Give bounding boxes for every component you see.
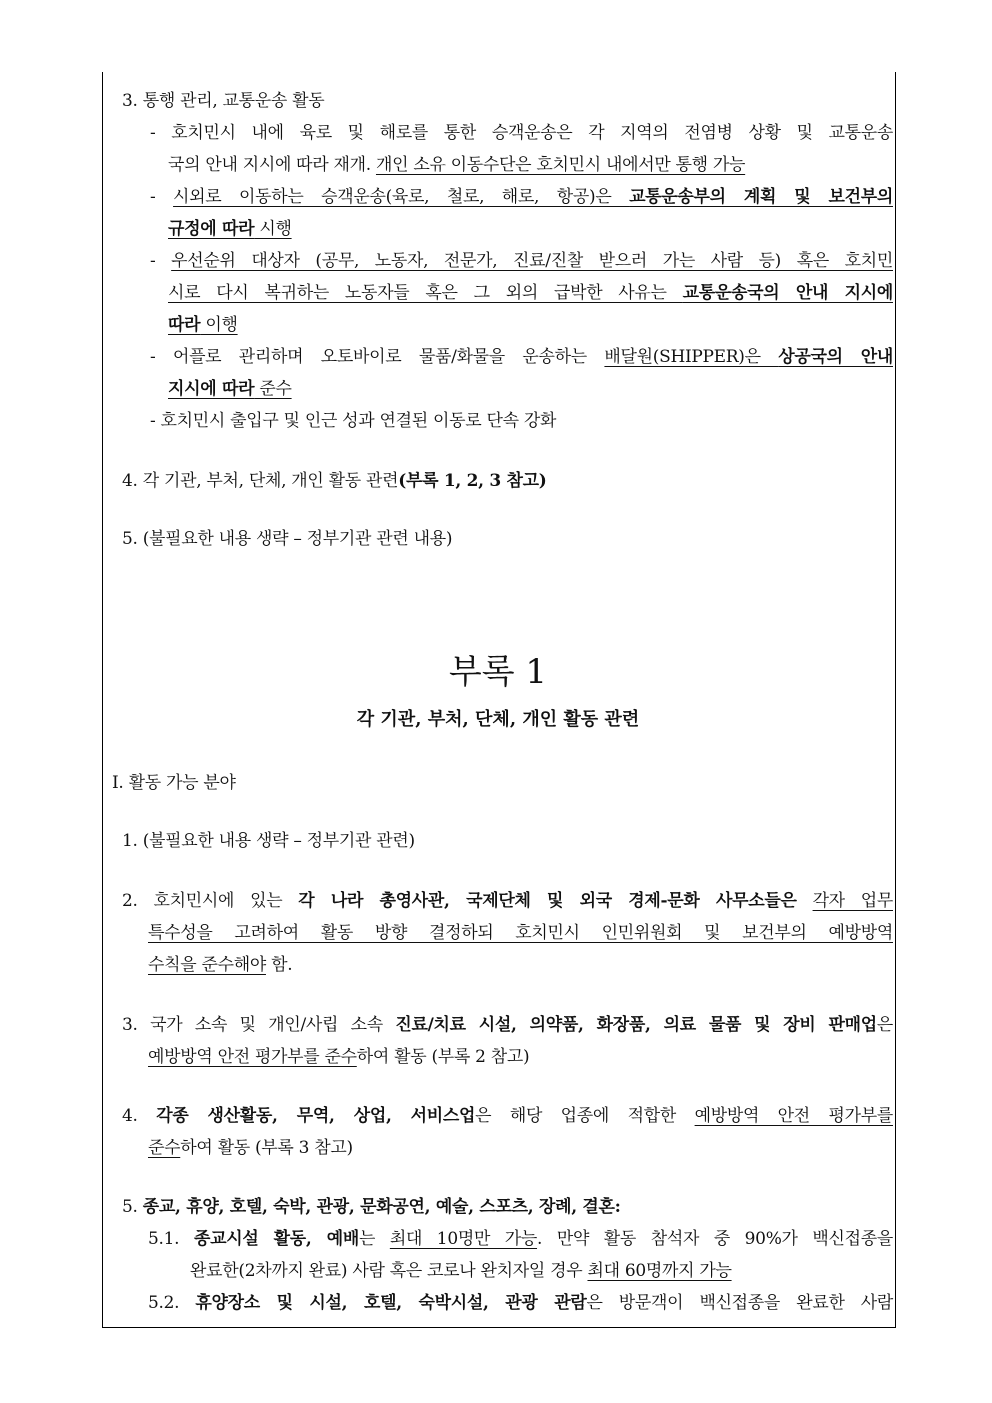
text-run: 국의 안내 지시에 따라 재개. [168,155,376,175]
text-run: 는 [359,1229,390,1249]
text-run: - 어플로 관리하며 오토바이로 물품/화물을 운송하는 [150,347,605,367]
appendix-item-line [148,1046,648,1068]
text-run: 은 [876,1015,893,1035]
text-run: 하여 활동 (부록 3 참고) [180,1138,353,1158]
text-run: 각종 생산활동, 무역, 상업, 서비스업 [156,1106,476,1126]
text-run: 예방방역 안전 평가부를 준수 [148,1047,357,1067]
text-run: - [150,251,172,271]
text-run: 최대 10명만 가능 [389,1229,538,1249]
text-run: 준수 [254,379,292,399]
text-run: 은 해당 업종에 적합한 [475,1106,695,1126]
bullet-line [150,186,893,208]
appendix-title: 부록 1 [448,652,548,692]
appendix-item-line [122,1014,893,1036]
text-run: 진료/치료 시설, 의약품, 화장품, 의료 물품 및 장비 판매업 [395,1015,877,1035]
text-run: 하여 활동 (부록 2 참고) [356,1047,530,1067]
bullet-line [150,122,893,144]
appendix-item-line [148,1228,893,1250]
text-run: 이행 [200,315,238,335]
bullet-line [168,314,288,336]
bullet-line [168,282,893,304]
bullet-line [150,410,750,432]
section-4-item [122,470,547,492]
text-run: 4. 각 기관, 부처, 단체, 개인 활동 관련 [122,471,399,491]
part-heading: I. 활동 가능 분야 [112,773,236,793]
text-run: 5. [122,1197,143,1217]
text-run: 교통운송국의 안내 지시에 [682,283,893,303]
text-run: 따라 [168,315,201,335]
bullet-line [150,250,893,272]
text-run: 수칙을 준수해야 [148,955,266,975]
text-run: 1. (불필요한 내용 생략 – 정부기관 관련) [122,831,415,851]
bullet-line [168,218,368,240]
text-run: 시외로 이동하는 승객운송(육로, 철로, 해로, 항공)은 [173,187,630,207]
text-run: 특수성을 고려하여 활동 방향 결정하되 호치민시 인민위원회 및 보건부의 예방방역 [148,923,893,943]
text-run: 휴양장소 및 시설, 호텔, 숙박시설, 관광 관람 [195,1293,587,1313]
appendix-item-line [190,1260,830,1282]
text-run: 지시에 따라 [168,379,255,399]
bullet-line [168,378,368,400]
text-run: 상공국의 안내 [778,347,893,367]
text-run: 배달원(SHIPPER)은 [604,347,779,367]
text-run: 준수 [148,1138,181,1158]
text-run: 4. [122,1106,157,1126]
text-run: 종교시설 활동, 예배 [193,1229,359,1249]
text-run: 함. [265,955,293,975]
appendix-item-line [148,1292,893,1314]
bullet-line [168,154,858,176]
text-run: 은 방문객이 백신접종을 완료한 사람 [586,1293,894,1313]
appendix-subtitle: 각 기관, 부처, 단체, 개인 활동 관련 [356,709,640,730]
appendix-item-line [148,954,398,976]
text-run: 시로 다시 복귀하는 노동자들 혹은 그 외의 급박한 사유는 [168,283,683,303]
text-run: . 만약 활동 참석자 중 90%가 백신접종을 [537,1229,893,1249]
bullet-line [150,346,893,368]
text-run: - 호치민시 출입구 및 인근 성과 연결된 이동로 단속 강화 [150,411,557,431]
text-run: 5.2. [148,1293,196,1313]
text-run: 개인 소유 이동수단은 호치민시 내에서만 통행 가능 [375,155,746,175]
appendix-item-line [148,1137,448,1159]
text-run: 교통운송부의 계획 및 보건부의 [629,187,893,207]
section-5-item: 5. (불필요한 내용 생략 – 정부기관 관련 내용) [122,529,453,549]
text-run: 예방방역 안전 평가부를 [694,1106,893,1126]
text-run: 최대 60명까지 가능 [587,1261,732,1281]
text-run: 3. 국가 소속 및 개인/사립 소속 [122,1015,396,1035]
text-run: 각자 업무 [812,891,893,911]
text-run: 우선순위 대상자 (공무, 노동자, 전문가, 진료/진찰 받으러 가는 사람 등) 혹은 호치민 [171,251,893,271]
text-run: 완료한(2차까지 완료) 사람 혹은 코로나 완치자일 경우 [190,1261,588,1281]
appendix-item-line [122,1105,893,1127]
appendix-item-line [122,830,622,852]
text-run: 규정에 따라 [168,219,255,239]
text-run: 각 나라 총영사관, 국제단체 및 외국 경제-문화 사무소들은 [298,891,797,911]
text-run [797,891,813,911]
text-run: - 호치민시 내에 육로 및 해로를 통한 승객운송은 각 지역의 전염병 상황 및 교통운송 [150,123,893,143]
text-run: - [150,187,174,207]
text-run: 시행 [254,219,292,239]
appendix-item-line [122,890,893,912]
appendix-item-line [148,922,893,944]
section-3-heading: 3. 통행 관리, 교통운송 활동 [122,91,325,111]
appendix-item-line [122,1196,722,1218]
text-run: 2. 호치민시에 있는 [122,891,299,911]
text-run: 5.1. [148,1229,194,1249]
text-run: 종교, 휴양, 호텔, 숙박, 관광, 문화공연, 예술, 스포츠, 장례, 결혼: [142,1197,621,1217]
text-run: (부록 1, 2, 3 참고) [398,471,547,491]
